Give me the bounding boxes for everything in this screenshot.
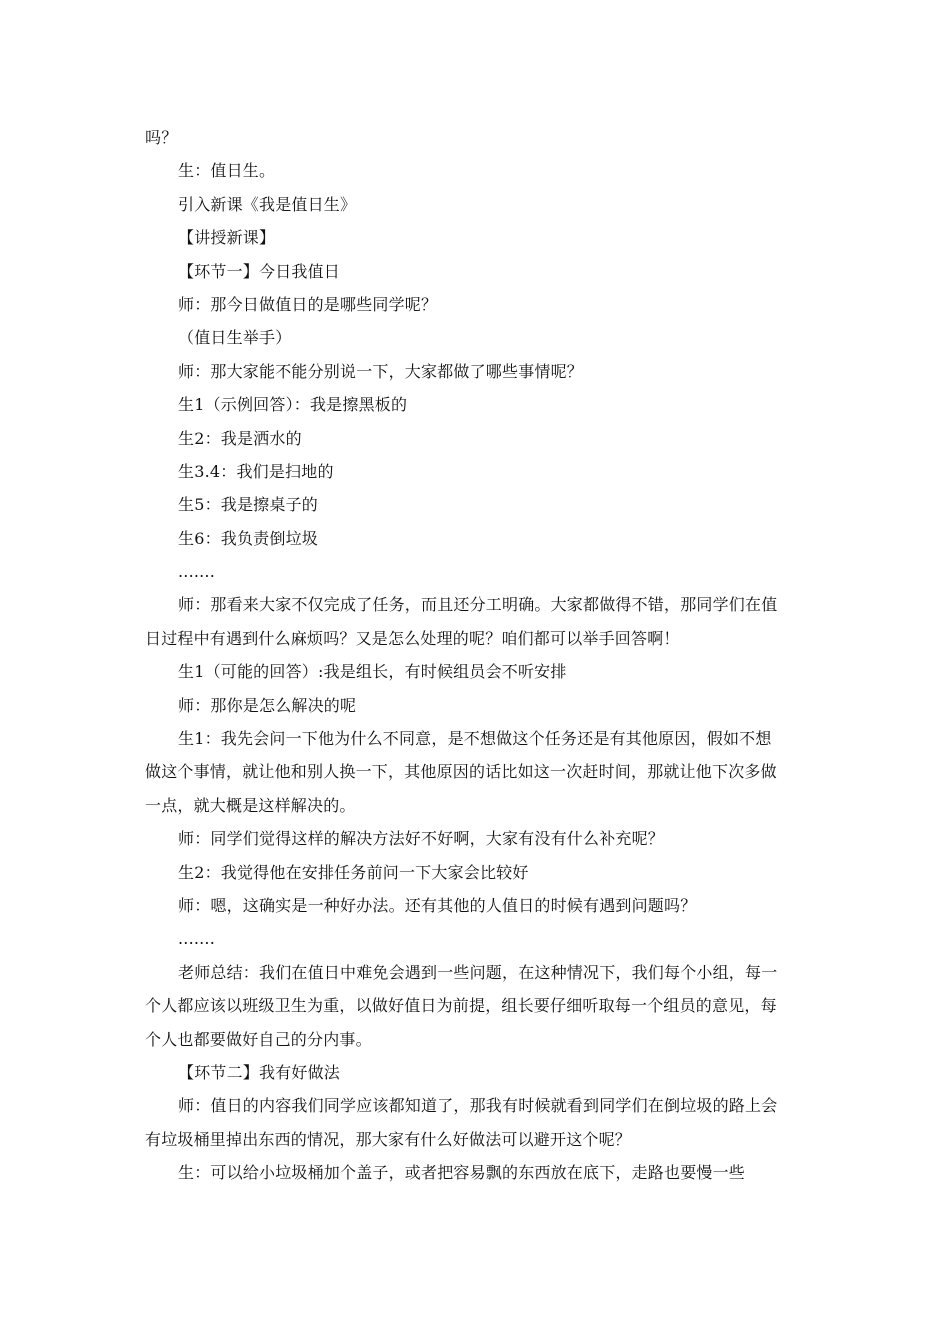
lesson-text [145,121,805,1190]
text-line-continuation: 个人也都要做好自己的分内事。 [145,1029,372,1049]
text-line-teacher: 师：那大家能不能分别说一下，大家都做了哪些事情呢？ [178,361,584,381]
text-line-continuation: 做这个事情，就让他和别人换一下，其他原因的话比如这一次赶时间，那就让他下次多做 [145,762,777,782]
text-line-teacher: 师：嗯，这确实是一种好办法。还有其他的人值日的时候有遇到问题吗？ [178,895,697,915]
text-line-student: 生2：我觉得他在安排任务前问一下大家会比较好 [178,862,529,882]
text-line-continuation: 吗？ [145,128,178,147]
text-line-stage-note: （值日生举手） [178,328,292,348]
section-heading-new-lesson: 【讲授新课】 [178,228,276,248]
text-line-student: 生6：我负责倒垃圾 [178,528,318,548]
text-line-intro: 引入新课《我是值日生》 [178,194,357,214]
text-line-student: 生1：我先会问一下他为什么不同意，是不想做这个任务还是有其他原因，假如不想 [178,729,772,749]
text-line-teacher: 师：值日的内容我们同学应该都知道了，那我有时候就看到同学们在倒垃圾的路上会 [178,1096,778,1116]
text-line-student: 生2：我是洒水的 [178,428,302,448]
text-line-continuation: 一点，就大概是这样解决的。 [145,795,356,815]
text-line-student: 生3.4：我们是扫地的 [178,461,334,481]
text-line-ellipsis: ....... [178,929,216,949]
text-line-student: 生1（可能的回答）:我是组长，有时候组员会不听安排 [178,662,567,682]
section-heading-part-two: 【环节二】我有好做法 [178,1062,341,1082]
text-line-student: 生：可以给小垃圾桶加个盖子，或者把容易飘的东西放在底下，走路也要慢一些 [178,1163,746,1183]
text-line-continuation: 有垃圾桶里掉出东西的情况，那大家有什么好做法可以避开这个呢？ [145,1129,632,1149]
text-line-teacher: 师：那你是怎么解决的呢 [178,695,357,715]
text-line-student: 生5：我是擦桌子的 [178,495,318,515]
text-line-student: 生1（示例回答）：我是擦黑板的 [178,395,408,415]
text-line-continuation: 日过程中有遇到什么麻烦吗？又是怎么处理的呢？咱们都可以举手回答啊！ [145,628,680,648]
text-line-continuation: 个人都应该以班级卫生为重，以做好值日为前提，组长要仔细听取每一个组员的意见，每 [145,996,777,1016]
text-line-ellipsis: ....... [178,562,216,582]
text-line-teacher: 师：那今日做值日的是哪些同学呢？ [178,294,438,314]
section-heading-part-one: 【环节一】今日我值日 [178,261,341,281]
text-line-teacher: 师：同学们觉得这样的解决方法好不好啊，大家有没有什么补充呢？ [178,829,665,849]
text-line-student-answer: 生：值日生。 [178,161,276,181]
text-line-teacher: 师：那看来大家不仅完成了任务，而且还分工明确。大家都做得不错，那同学们在值 [178,595,778,615]
text-line-summary: 老师总结：我们在值日中难免会遇到一些问题，在这种情况下，我们每个小组，每一 [178,962,778,982]
